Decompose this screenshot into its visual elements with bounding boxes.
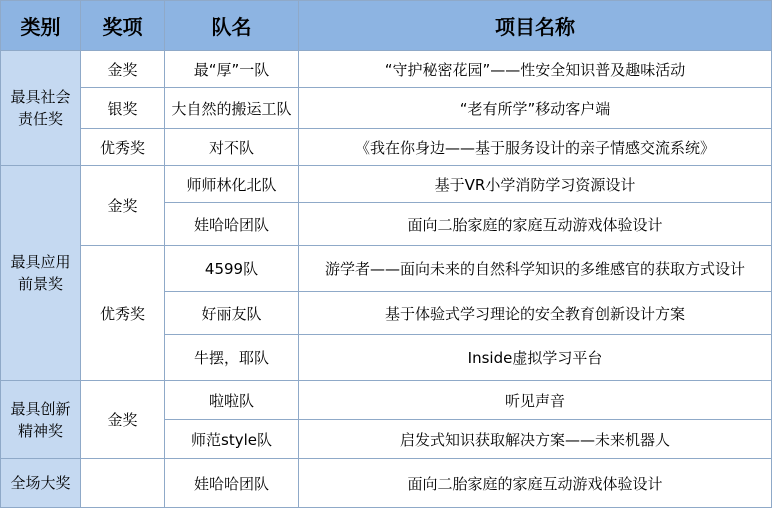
project-cell: 基于体验式学习理论的安全教育创新设计方案 bbox=[299, 292, 772, 335]
award-cell: 金奖 bbox=[81, 166, 165, 246]
team-cell: 牛摆，耶队 bbox=[165, 335, 299, 381]
category-label: 精神奖 bbox=[17, 421, 63, 440]
award-cell: 优秀奖 bbox=[81, 246, 165, 381]
team-cell: 4599队 bbox=[165, 246, 299, 292]
table-row bbox=[1, 166, 772, 203]
table-row bbox=[1, 51, 772, 88]
team-cell: 师师林化北队 bbox=[165, 166, 299, 203]
team-cell: 娃哈哈团队 bbox=[165, 459, 299, 508]
project-cell: 启发式知识获取解决方案——未来机器人 bbox=[299, 420, 772, 459]
category-label: 最具应用 bbox=[10, 253, 71, 271]
team-cell: 对不队 bbox=[165, 129, 299, 166]
team-cell: 好丽友队 bbox=[165, 292, 299, 335]
team-cell: 啦啦队 bbox=[165, 381, 299, 420]
award-cell: 金奖 bbox=[81, 381, 165, 459]
award-cell: 金奖 bbox=[81, 51, 165, 88]
header-project: 项目名称 bbox=[299, 1, 772, 51]
category-label: 全场大奖 bbox=[10, 474, 71, 492]
table-row bbox=[1, 129, 772, 166]
category-cell bbox=[1, 381, 81, 459]
category-label: 责任奖 bbox=[17, 110, 63, 128]
award-cell: 银奖 bbox=[81, 88, 165, 129]
header-category: 类别 bbox=[1, 1, 81, 51]
project-cell: “老有所学”移动客户端 bbox=[299, 88, 772, 129]
project-cell: 游学者——面向未来的自然科学知识的多维感官的获取方式设计 bbox=[299, 246, 772, 292]
project-cell: 《我在你身边——基于服务设计的亲子情感交流系统》 bbox=[299, 129, 772, 166]
project-cell: “守护秘密花园”——性安全知识普及趣味活动 bbox=[299, 51, 772, 88]
team-cell: 大自然的搬运工队 bbox=[165, 88, 299, 129]
project-cell: 基于VR小学消防学习资源设计 bbox=[299, 166, 772, 203]
project-cell: 听见声音 bbox=[299, 381, 772, 420]
team-cell: 娃哈哈团队 bbox=[165, 203, 299, 246]
table-row bbox=[1, 88, 772, 129]
category-label: 最具创新 bbox=[10, 399, 71, 418]
project-cell: 面向二胎家庭的家庭互动游戏体验设计 bbox=[299, 203, 772, 246]
category-label: 最具社会 bbox=[10, 88, 71, 106]
category-cell bbox=[1, 51, 81, 166]
category-label: 前景奖 bbox=[17, 275, 63, 293]
table-row bbox=[1, 246, 772, 292]
table-row bbox=[1, 459, 772, 508]
header-award: 奖项 bbox=[81, 1, 165, 51]
table-row bbox=[1, 381, 772, 420]
team-cell: 师范style队 bbox=[165, 420, 299, 459]
header-row bbox=[1, 1, 772, 51]
category-cell bbox=[1, 459, 81, 508]
header-team: 队名 bbox=[165, 1, 299, 51]
award-cell: 优秀奖 bbox=[81, 129, 165, 166]
category-cell bbox=[1, 166, 81, 381]
project-cell: 面向二胎家庭的家庭互动游戏体验设计 bbox=[299, 459, 772, 508]
team-cell: 最“厚”一队 bbox=[165, 51, 299, 88]
award-cell bbox=[81, 459, 165, 508]
project-cell: Inside虚拟学习平台 bbox=[299, 335, 772, 381]
